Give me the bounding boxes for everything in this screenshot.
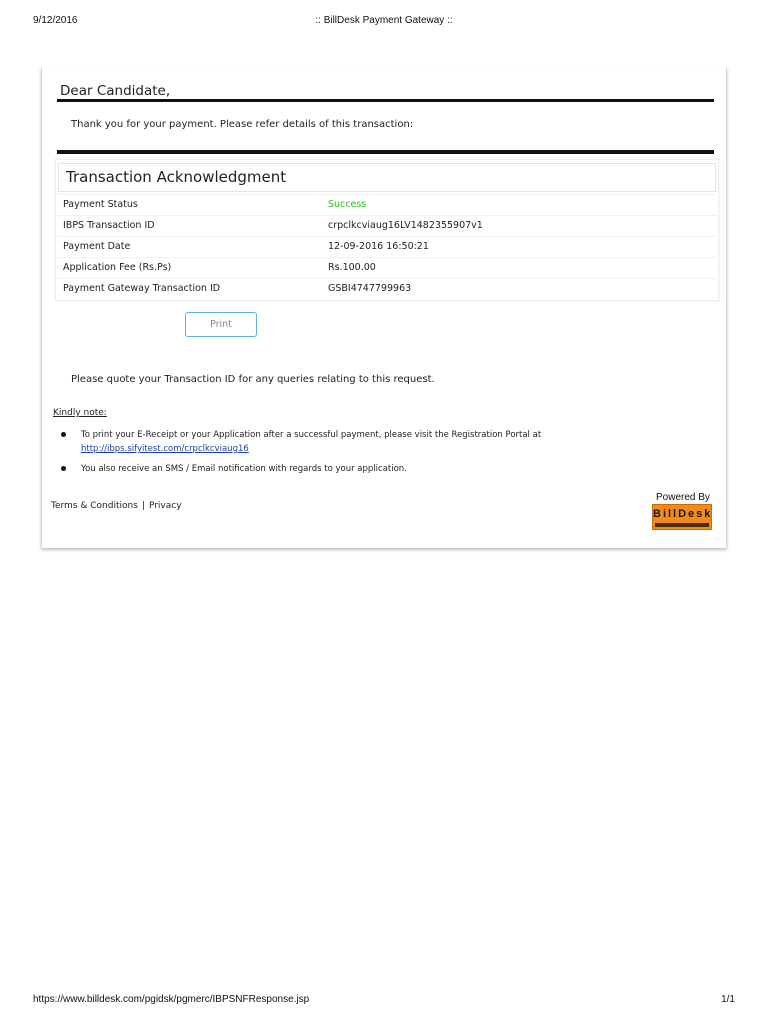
ack-row-value: crpclkcviaug16LV1482355907v1: [328, 220, 483, 231]
divider-bottom: [57, 150, 714, 154]
list-item-text: To print your E-Receipt or your Application after a successful payment, please visit the Registration Portal at: [81, 430, 542, 440]
list-item: [61, 462, 581, 476]
bullet-icon: [61, 466, 66, 471]
greeting: Dear Candidate,: [60, 83, 171, 99]
payment-status-value: Success: [328, 199, 367, 210]
thanks-message: Thank you for your payment. Please refer details of this transaction:: [71, 119, 414, 130]
ack-row-gateway-transaction-id: [58, 278, 716, 299]
print-footer-url: https://www.billdesk.com/pgidsk/pgmerc/IBPSNFResponse.jsp: [33, 994, 310, 1005]
payment-response-card: [41, 67, 727, 548]
ack-title: Transaction Acknowledgment: [66, 168, 287, 186]
print-footer-page: 1/1: [721, 994, 735, 1005]
transaction-acknowledgment-panel: [55, 159, 719, 301]
ack-row-application-fee: [58, 257, 716, 278]
ack-row-label: IBPS Transaction ID: [63, 220, 155, 231]
billdesk-logo-text: BillDesk: [653, 508, 713, 520]
registration-portal-link[interactable]: http://ibps.sifyitest.com/crpclkcviaug16: [81, 444, 249, 454]
print-button[interactable]: Print: [185, 312, 257, 337]
footer-separator: |: [141, 501, 145, 511]
divider-top: [57, 99, 714, 102]
kindly-note-list: [61, 428, 581, 482]
bullet-icon: [61, 432, 66, 437]
print-header-title: :: BillDesk Payment Gateway ::: [315, 15, 453, 26]
ack-row-label: Payment Gateway Transaction ID: [63, 283, 221, 294]
ack-title-box: [58, 163, 716, 192]
ack-row-payment-status: [58, 194, 716, 215]
terms-conditions-link[interactable]: Terms & Conditions: [51, 501, 138, 511]
list-item-text: You also receive an SMS / Email notification with regards to your application.: [81, 464, 407, 474]
privacy-link[interactable]: Privacy: [148, 501, 182, 511]
powered-by-label: Powered By: [656, 492, 710, 503]
ack-row-value: Rs.100.00: [328, 262, 376, 273]
ack-row-value: GSBI4747799963: [328, 283, 412, 294]
ack-row-value: 12-09-2016 16:50:21: [328, 241, 429, 252]
billdesk-logo-strip: [655, 523, 709, 527]
ack-row-payment-date: [58, 236, 716, 257]
ack-row-label: Payment Date: [63, 241, 131, 252]
kindly-note-heading: Kindly note:: [53, 408, 107, 418]
list-item: [61, 428, 581, 456]
footer-links: [51, 501, 182, 511]
ack-row-ibps-transaction-id: [58, 215, 716, 236]
print-header-date: 9/12/2016: [33, 15, 78, 26]
billdesk-logo: [652, 504, 712, 530]
ack-row-label: Payment Status: [63, 199, 138, 210]
ack-row-label: Application Fee (Rs.Ps): [63, 262, 172, 273]
quote-transaction-note: Please quote your Transaction ID for any queries relating to this request.: [71, 374, 435, 385]
